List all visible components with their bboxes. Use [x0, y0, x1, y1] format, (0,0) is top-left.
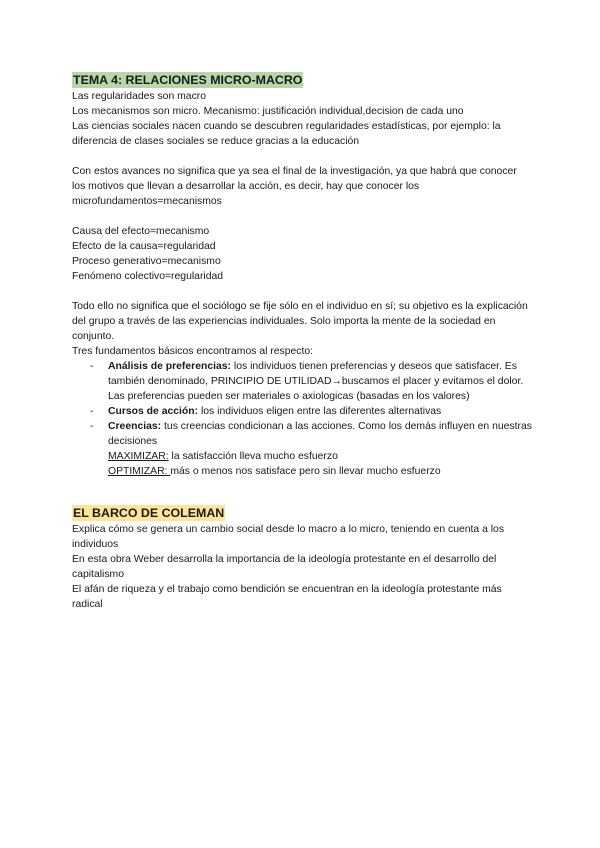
document-page: [72, 72, 532, 612]
coleman-line: En esta obra Weber desarrolla la importancia de la ideología protestante en el desarrollo del capitalismo: [72, 554, 497, 580]
section-title-micro-macro: TEMA 4: RELACIONES MICRO-MACRO: [73, 73, 303, 87]
optimizar-line: OPTIMIZAR: más o menos nos satisface pero sin llevar mucho esfuerzo: [108, 466, 441, 477]
coleman-line: Explica cómo se genera un cambio social desde lo macro a lo micro, teniendo en cuenta a los individuos: [72, 524, 505, 550]
fundamentos-list: [72, 359, 532, 449]
pair-line: Causa del efecto=mecanismo: [72, 226, 210, 237]
pair-line: Proceso generativo=mecanismo: [72, 256, 221, 267]
list-item-extra: Las preferencias pueden ser materiales o axiologicas (basadas en los valores): [108, 391, 470, 402]
paragraph-microfundamentos: Con estos avances no significa que ya sea el final de la investigación, ya que habrá que conocer los motivos que llevan a desarrollar la acción, es decir, hay que conocer los microfundamentos=mecanismos: [72, 166, 517, 207]
maximizar-line: MAXIMIZAR: la satisfacción lleva mucho esfuerzo: [108, 451, 338, 462]
term-analisis: Análisis de preferencias:: [108, 361, 232, 372]
paragraph-fundamentos: Tres fundamentos básicos encontramos al respecto:: [72, 346, 314, 357]
section-title-coleman: EL BARCO DE COLEMAN: [73, 506, 225, 520]
term-cursos: Cursos de acción:: [108, 406, 199, 417]
intro-line: Los mecanismos son micro. Mecanismo: justificación individual,decision de cada uno: [72, 106, 464, 117]
paragraph-sociologo: Todo ello no significa que el sociólogo se fije sólo en el individuo en sí; su objetivo es la explicación del grupo a través de las experiencias individuales. Solo importa la mente de la sociedad en conjunto.: [72, 301, 528, 342]
pair-line: Efecto de la causa=regularidad: [72, 241, 216, 252]
term-creencias: Creencias:: [108, 421, 162, 432]
intro-line: Las ciencias sociales nacen cuando se descubren regularidades estadísticas, por ejemplo: la diferencia de clases sociales se reduce gracias a la educación: [72, 121, 501, 147]
list-item: - Creencias: tus creencias condicionan a las acciones. Como los demás influyen en nuestras decisiones: [90, 421, 532, 447]
coleman-line: El afán de riqueza y el trabajo como bendición se encuentran en la ideología protestante más radical: [72, 584, 502, 610]
list-item: - Análisis de preferencias: los individuos tienen preferencias y deseos que satisfacer. Es también denominado, PRINCIPIO DE UTILIDAD→buscamos el placer y evitamos el dolor. Las preferencias pueden ser materiales o axiologicas (basadas en los valores): [72, 359, 532, 404]
list-item: - Cursos de acción: los individuos eligen entre las diferentes alternativas: [90, 406, 442, 417]
pair-line: Fenómeno colectivo=regularidad: [72, 271, 224, 282]
intro-line: Las regularidades son macro: [72, 91, 206, 102]
